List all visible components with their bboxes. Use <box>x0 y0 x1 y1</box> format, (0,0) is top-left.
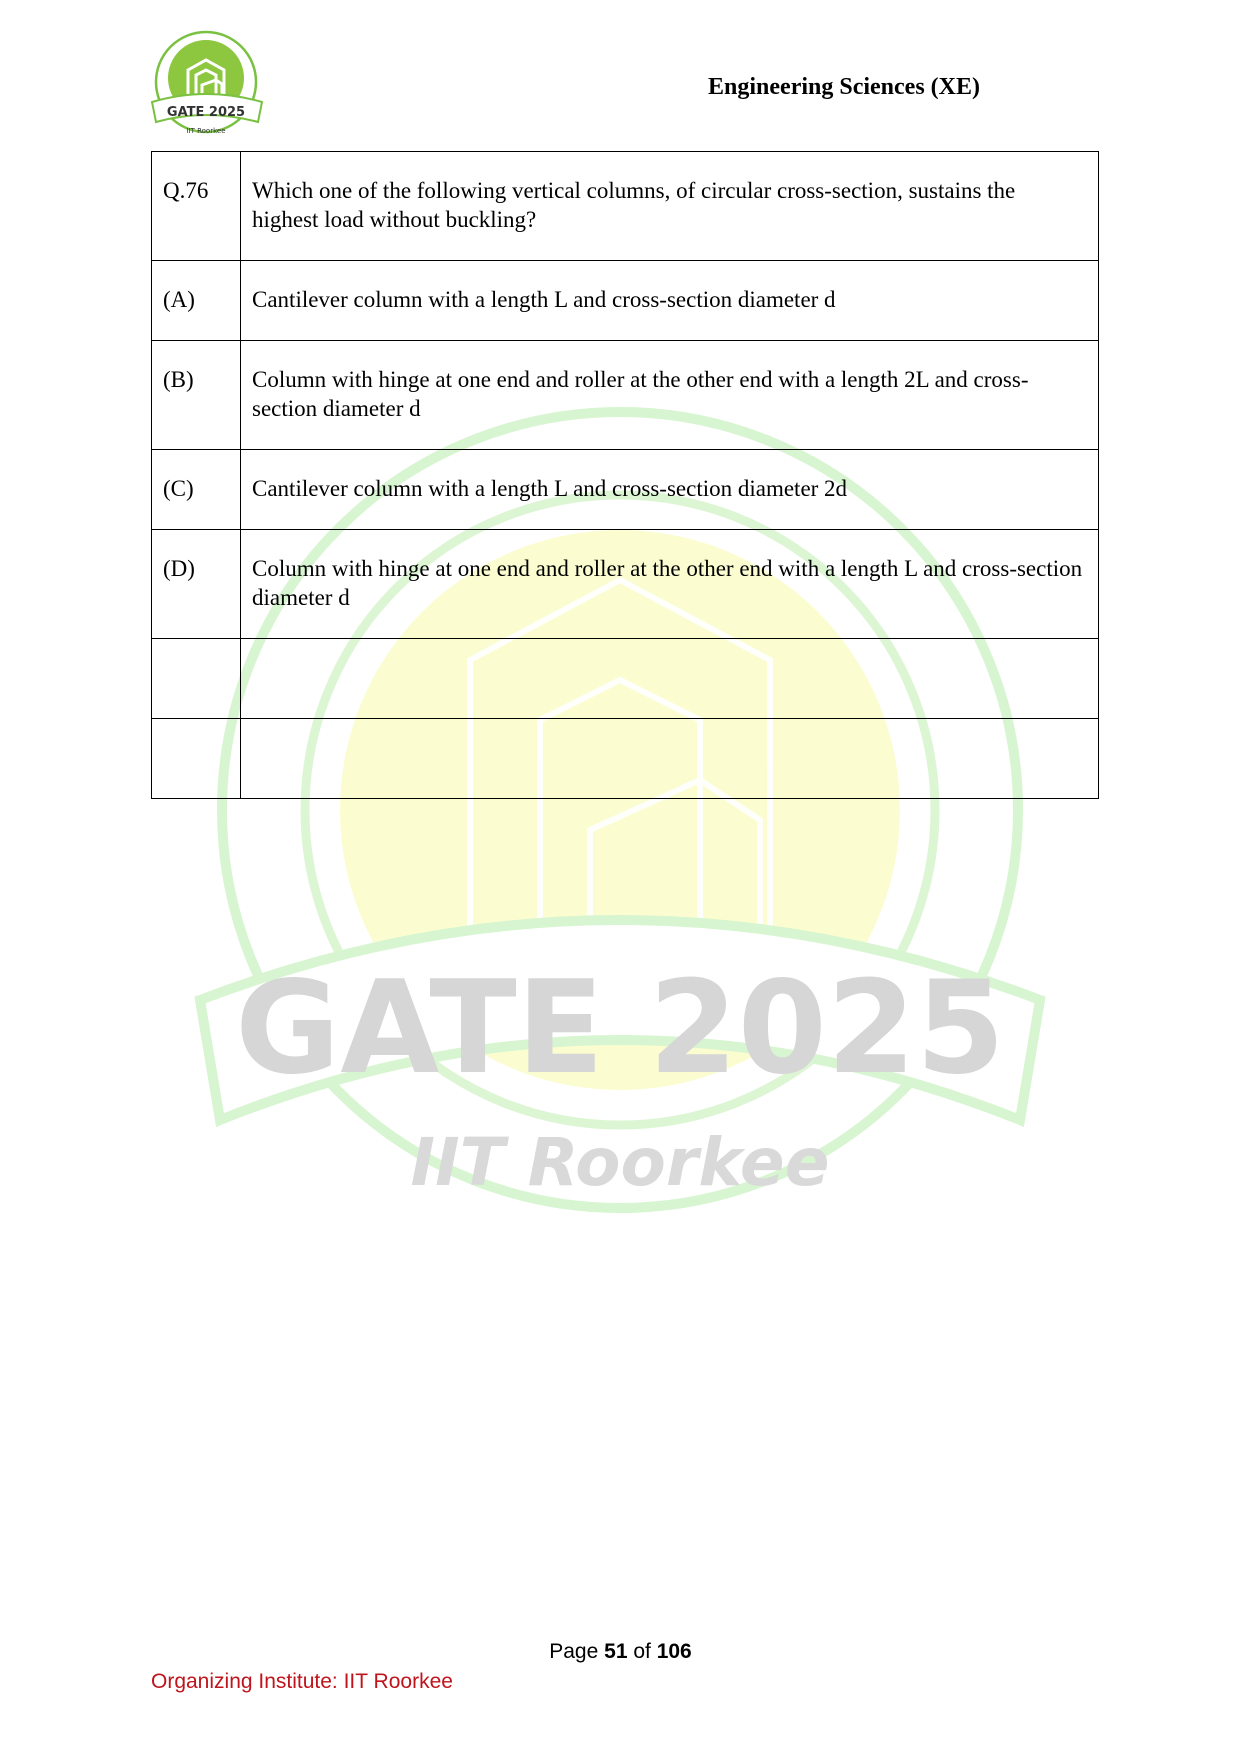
watermark-main-text: GATE 2025 <box>235 954 1005 1103</box>
option-row-b <box>152 341 1099 450</box>
empty-row <box>152 719 1099 799</box>
logo-bottom-text: IIT Roorkee <box>186 127 226 135</box>
question-number: Q.76 <box>152 152 241 261</box>
option-label-d: (D) <box>152 530 241 639</box>
empty-row <box>152 639 1099 719</box>
question-text: Which one of the following vertical columns, of circular cross-section, sustains the highest load without buckling? <box>241 152 1099 261</box>
page-current: 51 <box>604 1640 628 1663</box>
question-row <box>152 152 1099 261</box>
option-label-a: (A) <box>152 261 241 341</box>
watermark-sub-text: IIT Roorkee <box>410 1124 830 1201</box>
empty-cell <box>241 639 1099 719</box>
page-number <box>0 1640 1241 1664</box>
empty-cell <box>152 719 241 799</box>
option-text-d: Column with hinge at one end and roller at the other end with a length L and cross-section diameter d <box>241 530 1099 639</box>
logo-top-text: GATE 2025 <box>166 105 246 120</box>
page-of: of <box>633 1640 651 1663</box>
page-prefix: Page <box>549 1640 599 1663</box>
page-total: 106 <box>656 1640 692 1663</box>
empty-cell <box>152 639 241 719</box>
question-table <box>151 151 1099 799</box>
organizing-institute: Organizing Institute: IIT Roorkee <box>151 1670 453 1693</box>
option-row-c <box>152 450 1099 530</box>
option-text-c: Cantilever column with a length L and cross-section diameter 2d <box>241 450 1099 530</box>
option-text-b: Column with hinge at one end and roller at the other end with a length 2L and cross-section diameter d <box>241 341 1099 450</box>
option-row-a <box>152 261 1099 341</box>
header-title: Engineering Sciences (XE) <box>708 74 980 100</box>
option-text-a: Cantilever column with a length L and cross-section diameter d <box>241 261 1099 341</box>
option-label-c: (C) <box>152 450 241 530</box>
option-row-d <box>152 530 1099 639</box>
option-label-b: (B) <box>152 341 241 450</box>
empty-cell <box>241 719 1099 799</box>
gate-2025-logo-icon <box>148 30 266 146</box>
